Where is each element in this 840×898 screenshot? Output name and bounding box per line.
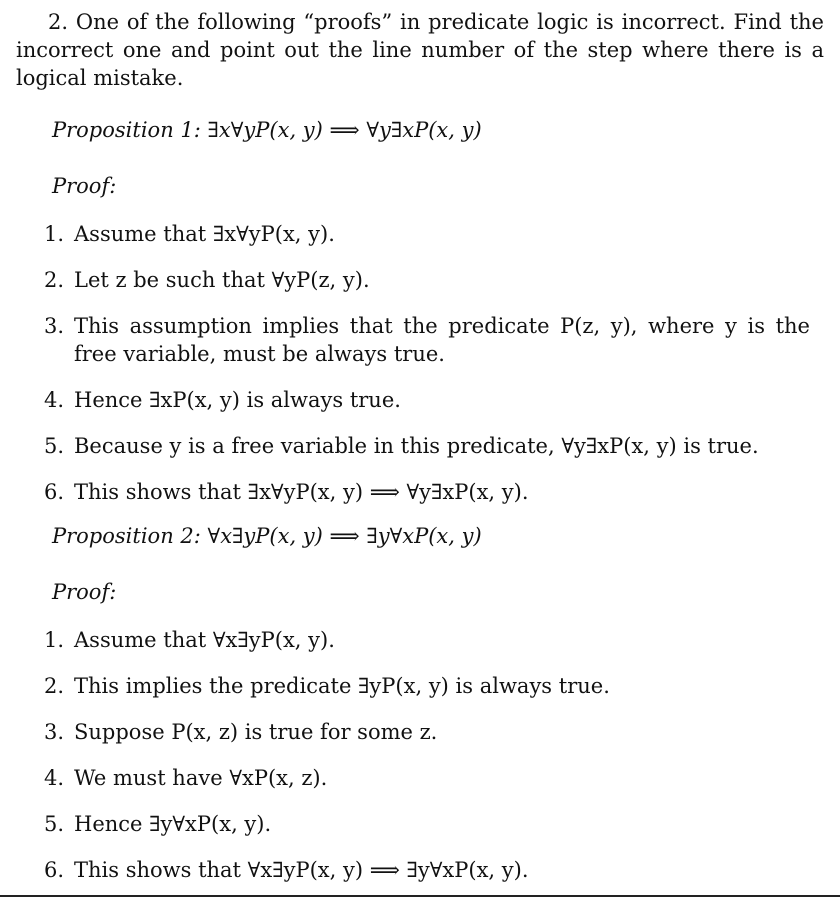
step-number: 4.	[44, 766, 65, 790]
step-number: 6.	[44, 480, 65, 504]
proof-1-step-3	[44, 312, 810, 368]
step-text: This implies the predicate ∃yP(x, y) is always true.	[74, 674, 610, 698]
step-number: 1.	[44, 222, 65, 246]
proposition-1-heading	[52, 118, 482, 142]
step-number: 4.	[44, 388, 65, 412]
proof-1-step-5	[44, 432, 810, 460]
step-text: This shows that ∃x∀yP(x, y) ⟹ ∀y∃xP(x, y).	[74, 480, 529, 504]
proof-2-label: Proof:	[52, 580, 117, 604]
step-text: We must have ∀xP(x, z).	[74, 766, 328, 790]
step-text: Assume that ∀x∃yP(x, y).	[74, 628, 335, 652]
step-number: 5.	[44, 434, 65, 458]
proposition-2-label: Proposition 2:	[52, 524, 201, 548]
step-text: Suppose P(x, z) is true for some z.	[74, 720, 438, 744]
proposition-1-formula: ∃x∀yP(x, y) ⟹ ∀y∃xP(x, y)	[207, 118, 482, 142]
proposition-1-label: Proposition 1:	[52, 118, 201, 142]
step-number: 3.	[44, 314, 65, 338]
step-number: 3.	[44, 720, 65, 744]
bottom-divider	[0, 895, 840, 897]
proof-2-step-2	[44, 672, 810, 700]
step-text: This assumption implies that the predicate P(z, y), where y is the free variable, must be always true.	[74, 314, 810, 366]
step-number: 5.	[44, 812, 65, 836]
step-text: Hence ∃xP(x, y) is always true.	[74, 388, 401, 412]
step-number: 1.	[44, 628, 65, 652]
proof-2-step-5	[44, 810, 810, 838]
proof-2-step-3	[44, 718, 810, 746]
proposition-2-formula: ∀x∃yP(x, y) ⟹ ∃y∀xP(x, y)	[207, 524, 482, 548]
proposition-2-heading	[52, 524, 482, 548]
proof-2-step-1	[44, 626, 810, 654]
step-text: This shows that ∀x∃yP(x, y) ⟹ ∃y∀xP(x, y).	[74, 858, 529, 882]
proof-1-label: Proof:	[52, 174, 117, 198]
proof-1-step-2	[44, 266, 810, 294]
proof-1-step-1	[44, 220, 810, 248]
proof-1-step-4	[44, 386, 810, 414]
step-number: 2.	[44, 268, 65, 292]
step-text: Let z be such that ∀yP(z, y).	[74, 268, 370, 292]
step-text: Assume that ∃x∀yP(x, y).	[74, 222, 335, 246]
step-text: Hence ∃y∀xP(x, y).	[74, 812, 272, 836]
step-number: 6.	[44, 858, 65, 882]
proof-2-step-4	[44, 764, 810, 792]
problem-statement: 2. One of the following “proofs” in predicate logic is incorrect. Find the incorrect one and point out the line number of the step where there is a logical mistake.	[16, 10, 824, 90]
step-text: Because y is a free variable in this predicate, ∀y∃xP(x, y) is true.	[74, 434, 759, 458]
proof-2-step-6	[44, 856, 810, 884]
step-number: 2.	[44, 674, 65, 698]
proof-1-step-6	[44, 478, 810, 506]
